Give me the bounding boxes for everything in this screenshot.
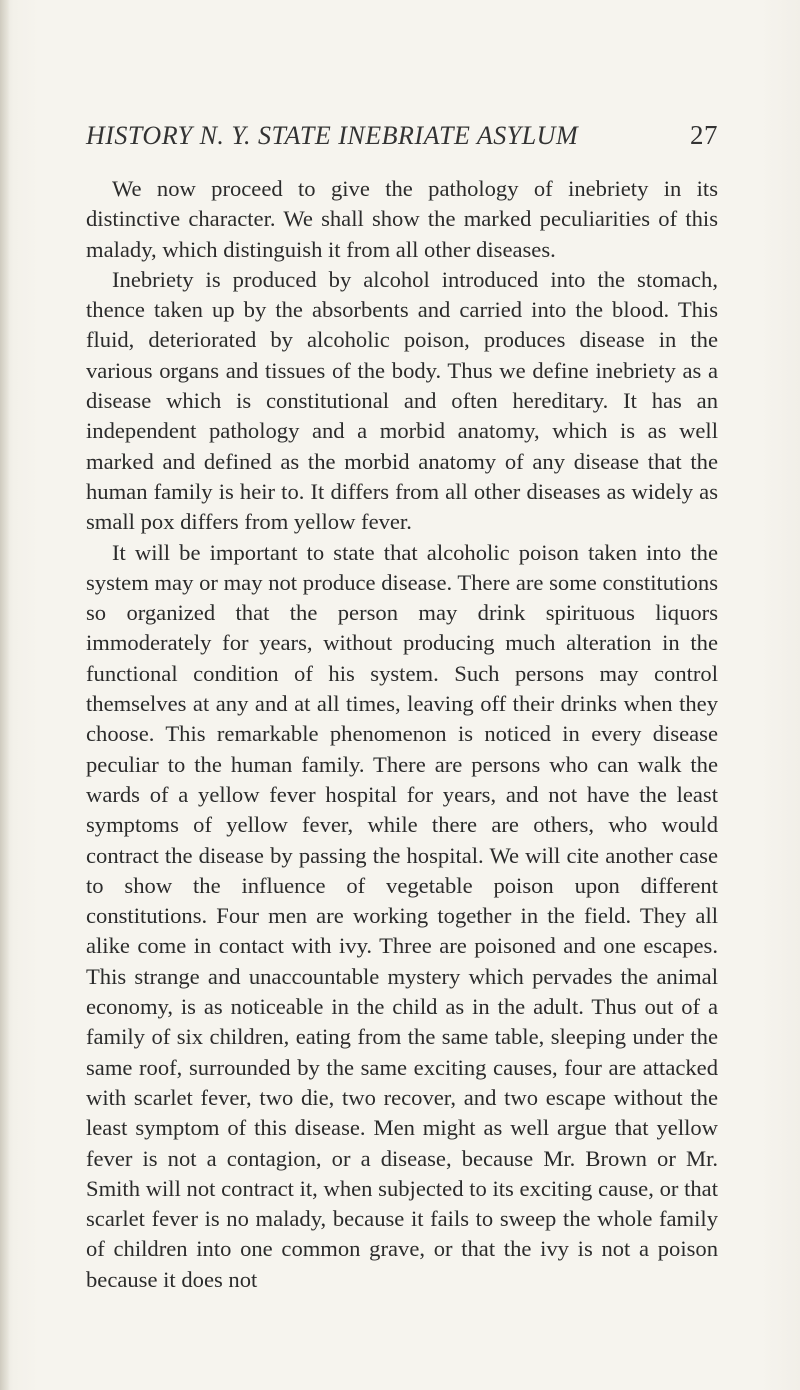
paragraph-2: Inebriety is produced by alcohol introduced into the stomach, thence taken up by the absorbents and carried into the blood. This fluid, deteriorated by alcoholic poison, produces disease in the various organs and tissues of the body. Thus we define inebriety as a disease which is constitutional and often hereditary. It has an independent pathology and a morbid anatomy, which is as well marked and defined as the morbid anatomy of any disease that the human family is heir to. It differs from all other diseases as widely as small pox differs from yellow fever. xyxy=(86,266,718,535)
paragraph-1: We now proceed to give the pathology of inebriety in its distinctive character. We shall show the marked peculiarities of this malady, which distinguish it from all other diseases. xyxy=(86,176,718,262)
body-text xyxy=(86,174,718,1295)
page-number: 27 xyxy=(690,120,718,150)
running-title: HISTORY N. Y. STATE INEBRIATE ASYLUM xyxy=(86,121,579,150)
page-binding-edge xyxy=(0,0,10,1390)
paragraph-3: It will be important to state that alcoholic poison taken into the system may or may not produce disease. There are some constitutions so organized that the person may drink spirituous liquors immoderately for years, without producing much alteration in the functional condition of his system. Such persons may control themselves at any and at all times, leaving off their drinks when they choose. This remarkable phenomenon is noticed in every disease peculiar to the human family. There are persons who can walk the wards of a yellow fever hospital for years, and not have the least symptoms of yellow fever, while there are others, who would contract the disease by passing the hospital. We will cite another case to show the influence of vegetable poison upon different constitutions. Four men are working together in the field. They all alike come in contact with ivy. Three are poisoned and one escapes. This strange and unaccountable mystery which pervades the animal economy, is as noticeable in the child as in the adult. Thus out of a family of six children, eating from the same table, sleeping under the same roof, surrounded by the same exciting causes, four are attacked with scarlet fever, two die, two recover, and two escape without the least symptom of this disease. Men might as well argue that yellow fever is not a contagion, or a disease, because Mr. Brown or Mr. Smith will not contract it, when subjected to its exciting cause, or that scarlet fever is no malady, because it fails to sweep the whole family of children into one common grave, or that the ivy is not a poison because it does not xyxy=(86,539,718,1292)
running-head xyxy=(86,120,718,160)
